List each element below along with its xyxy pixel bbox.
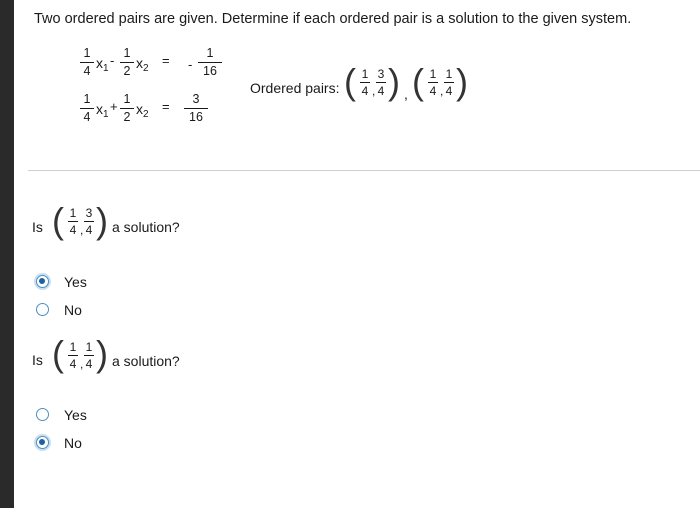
right-paren: ): [96, 333, 108, 374]
right-paren: ): [96, 200, 108, 241]
comma: ,: [80, 357, 84, 371]
q2-pair-y: 1 4: [85, 340, 93, 371]
section-divider: [28, 170, 700, 171]
left-paren: (: [412, 61, 424, 102]
option-label-yes[interactable]: Yes: [64, 274, 87, 290]
right-paren: ): [456, 61, 468, 102]
var-x1: $x_1$: [96, 101, 109, 120]
operator-minus: -: [110, 53, 115, 68]
prompt-text: Two ordered pairs are given. Determine if each ordered pair is a solution to the given system.: [34, 11, 632, 27]
q1-pair-y: 3 4: [85, 206, 93, 237]
rhs-1: 1 16: [198, 47, 222, 77]
var-x2: $x_2$: [136, 55, 149, 74]
radio-q2-no[interactable]: [36, 436, 49, 449]
equals-sign: =: [162, 99, 170, 114]
coef-a1: 1 4: [80, 47, 94, 77]
q2-pair-x: 1 4: [69, 340, 77, 371]
question-suffix: a solution?: [112, 353, 180, 369]
question-panel: [14, 0, 700, 508]
comma: ,: [404, 86, 408, 102]
operator-plus: +: [110, 99, 118, 114]
pair1-x: 1 4: [361, 67, 369, 98]
comma: ,: [440, 84, 444, 98]
ordered-pairs-label: Ordered pairs:: [250, 80, 340, 96]
radio-q2-yes[interactable]: [36, 408, 49, 421]
option-label-yes[interactable]: Yes: [64, 407, 87, 423]
option-label-no[interactable]: No: [64, 435, 82, 451]
coef-b1: 1 2: [120, 47, 134, 77]
left-paren: (: [52, 200, 64, 241]
is-label: Is: [32, 352, 43, 368]
comma: ,: [80, 223, 84, 237]
radio-q1-no[interactable]: [36, 303, 49, 316]
var-x2: $x_2$: [136, 101, 149, 120]
negative-sign: -: [188, 57, 193, 72]
equals-sign: =: [162, 53, 170, 68]
radio-q1-yes[interactable]: [36, 275, 49, 288]
rhs-2: 3 16: [184, 93, 208, 123]
pair2-x: 1 4: [429, 67, 437, 98]
pair2-y: 1 4: [445, 67, 453, 98]
is-label: Is: [32, 219, 43, 235]
comma: ,: [372, 84, 376, 98]
right-paren: ): [388, 61, 400, 102]
coef-b2: 1 2: [120, 93, 134, 123]
question-suffix: a solution?: [112, 219, 180, 235]
left-paren: (: [344, 61, 356, 102]
q1-pair-x: 1 4: [69, 206, 77, 237]
option-label-no[interactable]: No: [64, 302, 82, 318]
coef-a2: 1 4: [80, 93, 94, 123]
left-paren: (: [52, 333, 64, 374]
var-x1: $x_1$: [96, 55, 109, 74]
pair1-y: 3 4: [377, 67, 385, 98]
